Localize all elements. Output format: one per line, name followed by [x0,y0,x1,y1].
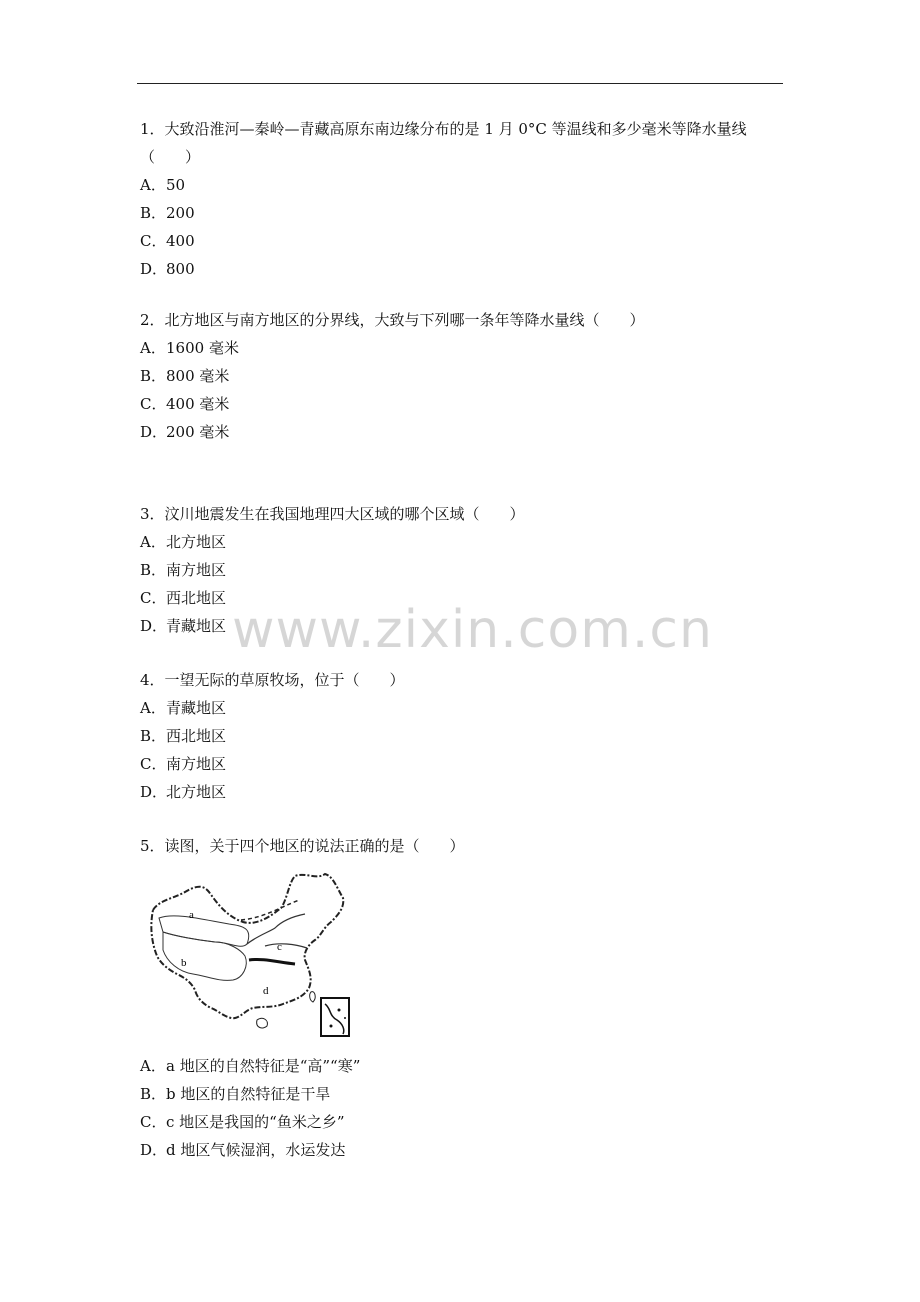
option-text: 1600 毫米 [166,339,239,357]
option-letter: A． [140,339,166,357]
option-text: 50 [166,176,186,194]
question-1 [140,115,785,283]
region-label-a: a [189,909,194,921]
option-letter: D． [140,617,168,635]
option-text: 200 [166,204,195,222]
question-1-option-c[interactable] [140,227,785,255]
question-3-option-b[interactable] [140,556,785,584]
question-3-option-a[interactable] [140,528,785,556]
question-5-option-b[interactable] [140,1080,785,1108]
option-text: b 地区的自然特征是干旱 [166,1085,331,1103]
option-text: 400 [166,232,195,250]
question-5-options [140,1052,785,1164]
option-letter: A． [140,533,166,551]
option-text: 北方地区 [166,783,227,801]
option-letter: C． [140,395,167,413]
option-text: 400 毫米 [166,395,230,413]
question-5-option-d[interactable] [140,1136,785,1164]
question-2 [140,306,785,446]
question-2-option-c[interactable] [140,390,785,418]
option-text: 800 毫米 [166,367,230,385]
question-4-option-d[interactable] [140,778,785,806]
region-label-c: c [277,941,282,953]
option-text: d 地区气候湿润，水运发达 [166,1141,346,1159]
option-text: 青藏地区 [166,617,227,635]
option-letter: C． [140,232,167,250]
option-letter: C． [140,755,167,773]
option-text: 南方地区 [166,755,227,773]
option-text: 西北地区 [166,589,227,607]
question-1-stem: 1．大致沿淮河—秦岭—青藏高原东南边缘分布的是 1 月 0°C 等温线和多少毫米等降水量线（ ） [140,120,747,166]
question-2-option-b[interactable] [140,362,785,390]
region-a-boundary [159,916,249,946]
region-label-b: b [181,957,187,969]
option-letter: D． [140,783,168,801]
option-letter: B． [140,1085,167,1103]
option-letter: A． [140,176,166,194]
option-text: 200 毫米 [166,423,230,441]
question-1-option-a[interactable] [140,171,785,199]
question-4 [140,666,785,806]
region-label-d: d [263,985,269,997]
dashed-north-line [241,900,299,920]
option-letter: C． [140,1113,167,1131]
option-text: a 地区的自然特征是“高”“寒” [166,1057,361,1075]
china-regions-map [145,870,357,1038]
taiwan-island [310,992,315,1002]
question-2-option-d[interactable] [140,418,785,446]
option-letter: B． [140,204,167,222]
option-letter: D． [140,423,168,441]
question-4-option-b[interactable] [140,722,785,750]
question-5-stem: 5．读图，关于四个地区的说法正确的是（ ） [140,837,465,855]
option-letter: B． [140,367,167,385]
question-4-option-a[interactable] [140,694,785,722]
option-text: 南方地区 [166,561,227,579]
option-letter: A． [140,699,166,717]
header-rule [137,83,783,84]
option-text: 北方地区 [166,533,227,551]
option-text: 800 [166,260,195,278]
option-letter: D． [140,1141,168,1159]
hainan-island [257,1018,268,1028]
country-outline [151,874,343,1018]
question-3-stem: 3．汶川地震发生在我国地理四大区域的哪个区域（ ） [140,505,525,523]
question-5-option-a[interactable] [140,1052,785,1080]
inset-coastline [325,1004,344,1034]
question-4-stem: 4．一望无际的草原牧场，位于（ ） [140,671,405,689]
question-2-stem: 2．北方地区与南方地区的分界线，大致与下列哪一条年等降水量线（ ） [140,311,645,329]
question-4-option-c[interactable] [140,750,785,778]
option-text: 西北地区 [166,727,227,745]
question-5-option-c[interactable] [140,1108,785,1136]
question-1-option-d[interactable] [140,255,785,283]
option-letter: D． [140,260,168,278]
watermark: www.zixin.com.cn [232,600,713,660]
question-1-option-b[interactable] [140,199,785,227]
option-letter: C． [140,589,167,607]
question-2-option-a[interactable] [140,334,785,362]
option-text: c 地区是我国的“鱼米之乡” [166,1113,345,1131]
option-letter: A． [140,1057,166,1075]
qinling-line [249,959,295,964]
option-text: 青藏地区 [166,699,227,717]
option-letter: B． [140,727,167,745]
option-letter: B． [140,561,167,579]
question-5-stem-block [140,832,785,860]
